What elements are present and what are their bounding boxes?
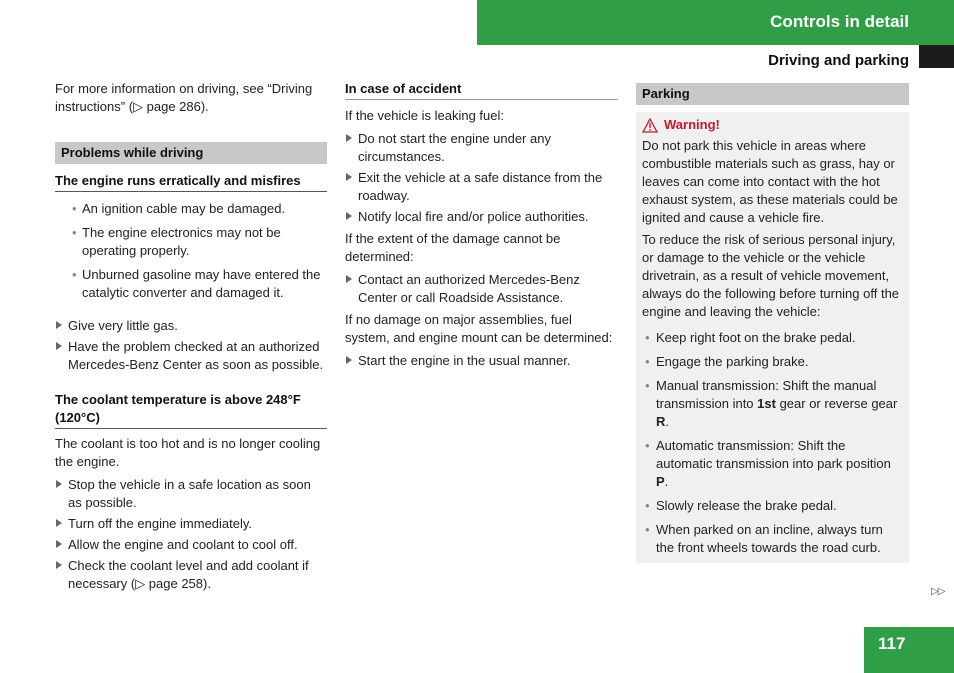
- list-item: • Keep right foot on the brake pedal.: [642, 329, 903, 347]
- no-damage-actions: [345, 352, 618, 370]
- intro-text: For more information on driving, see “Driving instructions” (▷ page 286).: [55, 81, 313, 114]
- warning-label: Warning!: [664, 117, 720, 132]
- header-bar: [477, 0, 954, 45]
- column-3: [636, 83, 909, 563]
- auto-text-end: .: [664, 474, 669, 489]
- warning-box: [636, 112, 909, 563]
- warning-title: [642, 116, 903, 134]
- page-number-box: [864, 627, 954, 673]
- manual-text-end: .: [665, 414, 670, 429]
- list-item: Turn off the engine immediately.: [55, 515, 327, 533]
- list-item: • The engine electronics may not be operating properly.: [55, 224, 327, 260]
- list-item: [642, 377, 903, 431]
- damage-unknown-text: If the extent of the damage cannot be determined:: [345, 231, 561, 264]
- leak-intro: If the vehicle is leaking fuel:: [345, 108, 504, 123]
- section-subtitle: Driving and parking: [768, 52, 909, 69]
- list-item: • When parked on an incline, always turn the front wheels towards the road curb.: [642, 521, 903, 557]
- list-item: • An ignition cable may be damaged.: [55, 200, 327, 218]
- list-item: Start the engine in the usual manner.: [345, 352, 618, 370]
- column-1: [55, 80, 327, 596]
- chapter-title: Controls in detail: [770, 12, 909, 31]
- no-damage-text: If no damage on major assemblies, fuel system, and engine mount can be determined:: [345, 312, 613, 345]
- list-item: Check the coolant level and add coolant if necessary (▷ page 258).: [55, 557, 327, 593]
- list-item: [642, 437, 903, 491]
- list-item: Exit the vehicle at a safe distance from the roadway.: [345, 169, 618, 205]
- warning-triangle-icon: [642, 118, 658, 133]
- list-item: Have the problem checked at an authorized Mercedes-Benz Center as soon as possible.: [55, 338, 327, 374]
- damage-unknown-actions: [345, 271, 618, 307]
- list-item: • Slowly release the brake pedal.: [642, 497, 903, 515]
- manual-text-mid: gear or reverse gear: [775, 396, 898, 411]
- misfire-causes: [55, 200, 327, 302]
- gear-1st: 1st: [757, 396, 776, 411]
- list-item: Notify local fire and/or police authorities.: [345, 208, 618, 226]
- warning-text: Do not park this vehicle in areas where combustible materials such as grass, hay or leaves can come into contact with the hot exhaust system, as these materials could be ignited and cause a vehicle fire.: [642, 138, 898, 225]
- coolant-actions: [55, 476, 327, 593]
- thumb-tab: [919, 45, 954, 68]
- list-item: Contact an authorized Mercedes-Benz Center or call Roadside Assistance.: [345, 271, 618, 307]
- list-item: Give very little gas.: [55, 317, 327, 335]
- column-2: [345, 80, 618, 373]
- list-item: • Engage the parking brake.: [642, 353, 903, 371]
- reduce-risk-text: To reduce the risk of serious personal injury, or damage to the vehicle or the vehicle drivetrain, as a result of vehicle movement, always do the following before turning off the engine and leaving the vehicle:: [642, 232, 900, 319]
- manual-text: Manual transmission: Shift the manual transmission into: [656, 378, 877, 411]
- coolant-heading: The coolant temperature is above 248°F (120°C): [55, 391, 327, 429]
- list-item: • Unburned gasoline may have entered the catalytic converter and damaged it.: [55, 266, 327, 302]
- gear-park: P: [656, 474, 665, 489]
- list-item: Allow the engine and coolant to cool off.: [55, 536, 327, 554]
- accident-heading: In case of accident: [345, 80, 618, 100]
- auto-text: Automatic transmission: Shift the automatic transmission into park position: [656, 438, 891, 471]
- list-item: Do not start the engine under any circumstances.: [345, 130, 618, 166]
- parking-steps: [642, 329, 903, 557]
- list-item: Stop the vehicle in a safe location as soon as possible.: [55, 476, 327, 512]
- continue-icon: ▷▷: [931, 586, 945, 597]
- leak-actions: [345, 130, 618, 226]
- misfire-actions: [55, 317, 327, 374]
- parking-heading: Parking: [636, 83, 909, 105]
- gear-reverse: R: [656, 414, 666, 429]
- page-number: 117: [878, 634, 906, 653]
- problems-heading: Problems while driving: [55, 142, 327, 164]
- misfire-heading: The engine runs erratically and misfires: [55, 172, 327, 192]
- coolant-intro: The coolant is too hot and is no longer cooling the engine.: [55, 436, 321, 469]
